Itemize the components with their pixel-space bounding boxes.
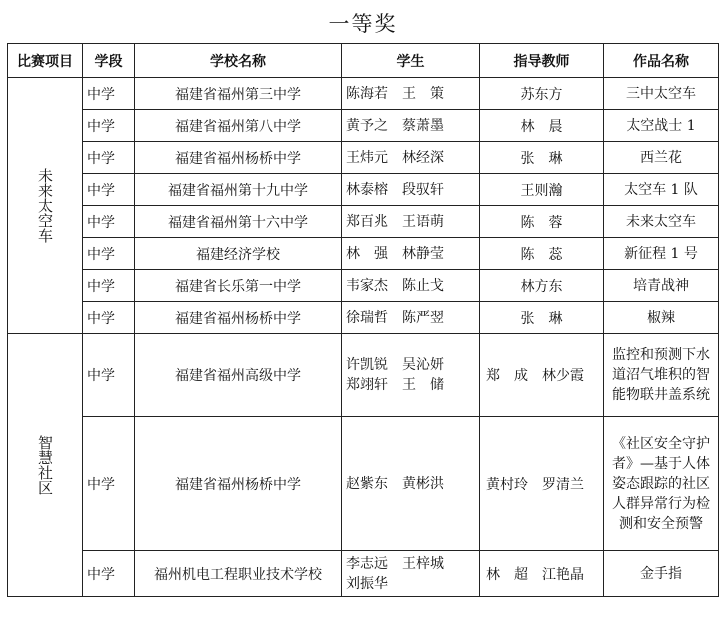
school-cell: 福建省福州高级中学 bbox=[135, 334, 342, 417]
school-cell: 福建经济学校 bbox=[135, 238, 342, 270]
page-title: 一等奖 bbox=[328, 12, 398, 36]
teachers-cell: 陈 蓉 bbox=[480, 206, 604, 238]
students-cell: 陈海若 王 策 bbox=[342, 78, 480, 110]
students-cell: 韦家杰 陈止戈 bbox=[342, 270, 480, 302]
students-cell: 赵紫东 黄彬洪 bbox=[342, 417, 480, 551]
stage-cell: 中学 bbox=[83, 302, 135, 334]
students-cell: 王炜元 林经深 bbox=[342, 142, 480, 174]
work-cell: 培青战神 bbox=[604, 270, 719, 302]
table-row bbox=[8, 142, 719, 174]
table-row bbox=[8, 270, 719, 302]
stage-cell: 中学 bbox=[83, 206, 135, 238]
students-cell: 林泰榕 段驭轩 bbox=[342, 174, 480, 206]
work-cell: 新征程 1 号 bbox=[604, 238, 719, 270]
work-cell: 监控和预测下水道沼气堆积的智能物联井盖系统 bbox=[604, 334, 719, 417]
stage-cell: 中学 bbox=[83, 142, 135, 174]
category-cell: 未来太空车 bbox=[8, 78, 83, 334]
students-cell: 林 强 林静莹 bbox=[342, 238, 480, 270]
category-cell: 智慧社区 bbox=[8, 334, 83, 597]
table-row bbox=[8, 206, 719, 238]
teachers-cell: 林 晨 bbox=[480, 110, 604, 142]
work-cell: 椒辣 bbox=[604, 302, 719, 334]
teachers-cell: 王则瀚 bbox=[480, 174, 604, 206]
school-cell: 福建省福州杨桥中学 bbox=[135, 302, 342, 334]
table-row bbox=[8, 334, 719, 417]
header-teachers: 指导教师 bbox=[480, 44, 604, 78]
header-stage: 学段 bbox=[83, 44, 135, 78]
work-cell: 金手指 bbox=[604, 551, 719, 597]
work-cell: 西兰花 bbox=[604, 142, 719, 174]
teachers-cell: 陈 蕊 bbox=[480, 238, 604, 270]
school-cell: 福建省福州杨桥中学 bbox=[135, 142, 342, 174]
work-cell: 《社区安全守护者》—基于人体姿态跟踪的社区人群异常行为检测和安全预警 bbox=[604, 417, 719, 551]
work-cell: 太空车 1 队 bbox=[604, 174, 719, 206]
teachers-cell: 苏东方 bbox=[480, 78, 604, 110]
school-cell: 福建省福州第十六中学 bbox=[135, 206, 342, 238]
stage-cell: 中学 bbox=[83, 334, 135, 417]
teachers-cell: 林 超 江艳晶 bbox=[480, 551, 604, 597]
table-header-row bbox=[8, 44, 719, 78]
school-cell: 福州机电工程职业技术学校 bbox=[135, 551, 342, 597]
stage-cell: 中学 bbox=[83, 174, 135, 206]
students-cell: 许凯锐 吴沁妍 郑翊轩 王 储 bbox=[342, 334, 480, 417]
students-cell: 李志远 王梓城 刘振华 bbox=[342, 551, 480, 597]
awards-table bbox=[7, 43, 719, 597]
teachers-cell: 黄村玲 罗清兰 bbox=[480, 417, 604, 551]
header-category: 比赛项目 bbox=[8, 44, 83, 78]
school-cell: 福建省福州杨桥中学 bbox=[135, 417, 342, 551]
students-cell: 郑百兆 王语萌 bbox=[342, 206, 480, 238]
table-row bbox=[8, 78, 719, 110]
stage-cell: 中学 bbox=[83, 78, 135, 110]
table-row bbox=[8, 551, 719, 597]
table-row bbox=[8, 417, 719, 551]
school-cell: 福建省福州第八中学 bbox=[135, 110, 342, 142]
table-row bbox=[8, 238, 719, 270]
teachers-cell: 郑 成 林少霞 bbox=[480, 334, 604, 417]
stage-cell: 中学 bbox=[83, 270, 135, 302]
table-row bbox=[8, 302, 719, 334]
students-cell: 黄予之 蔡萧墨 bbox=[342, 110, 480, 142]
work-cell: 三中太空车 bbox=[604, 78, 719, 110]
table-row bbox=[8, 110, 719, 142]
stage-cell: 中学 bbox=[83, 238, 135, 270]
school-cell: 福建省长乐第一中学 bbox=[135, 270, 342, 302]
teachers-cell: 张 琳 bbox=[480, 302, 604, 334]
header-students: 学生 bbox=[342, 44, 480, 78]
header-work: 作品名称 bbox=[604, 44, 719, 78]
teachers-cell: 林方东 bbox=[480, 270, 604, 302]
stage-cell: 中学 bbox=[83, 417, 135, 551]
students-cell: 徐瑞哲 陈严翌 bbox=[342, 302, 480, 334]
stage-cell: 中学 bbox=[83, 110, 135, 142]
table-row bbox=[8, 174, 719, 206]
school-cell: 福建省福州第三中学 bbox=[135, 78, 342, 110]
work-cell: 太空战士 1 bbox=[604, 110, 719, 142]
teachers-cell: 张 琳 bbox=[480, 142, 604, 174]
school-cell: 福建省福州第十九中学 bbox=[135, 174, 342, 206]
header-school: 学校名称 bbox=[135, 44, 342, 78]
stage-cell: 中学 bbox=[83, 551, 135, 597]
work-cell: 未来太空车 bbox=[604, 206, 719, 238]
